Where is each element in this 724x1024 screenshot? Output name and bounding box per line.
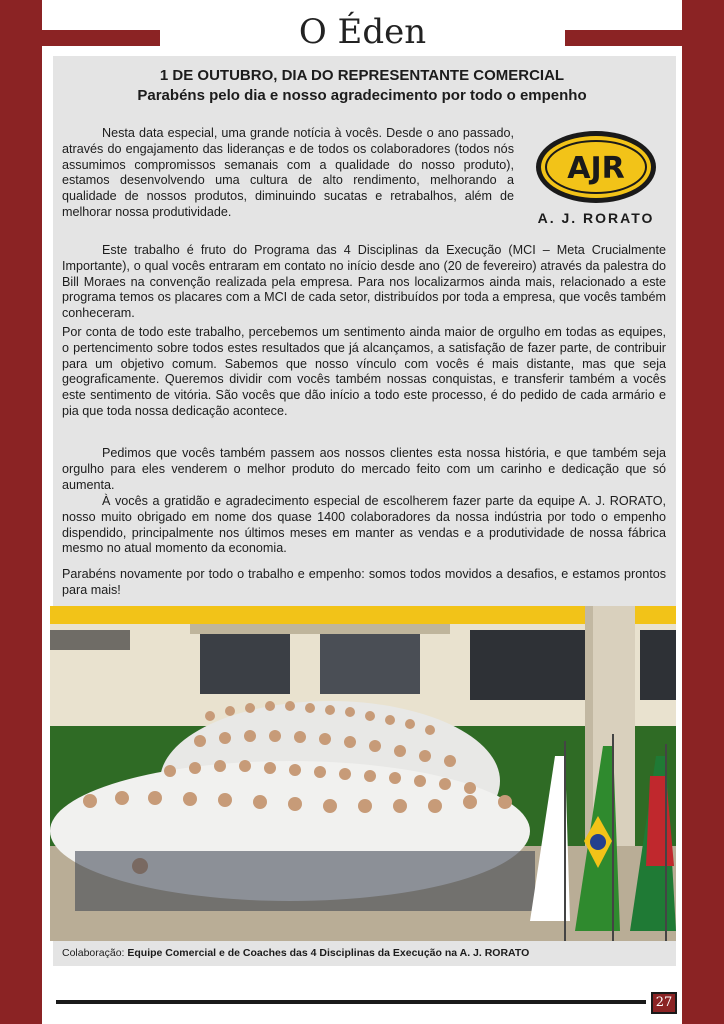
group-photo (50, 606, 676, 941)
page-number: 27 (651, 992, 677, 1014)
caption-prefix: Colaboração: (62, 947, 125, 959)
article-paragraph-2: Este trabalho é fruto do Programa das 4 Disciplinas da Execução (MCI – Meta Crucialmente Importante), o qual vocês entraram em contato no início desde ano (20 de fevereiro) através da palestra do Bill Moraes na convenção realizada pela empresa. Para nos localizarmos ainda mais, relacionado a este programa temos os placares com a MCI de cada setor, distribuídos por toda a empresa, que vocês também conheceram. (62, 243, 666, 321)
article-paragraph-5: À vocês a gratidão e agradecimento especial de escolherem fazer parte da equipe A. J. RORATO, nosso muito obrigado em nome dos quase 1400 colaboradores da nossa indústria por todo o empenho dispendido, principalmente nos últimos meses em manter as vendas e a produtividade de nossa fábrica mesmo no atual momento da economia. (62, 494, 666, 556)
logo-monogram: AJR (567, 151, 625, 186)
right-border-band (682, 0, 724, 1024)
article-paragraph-6: Parabéns novamente por todo o trabalho e empenho: somos todos movidos a desafios, e estamos prontos para mais! (62, 567, 666, 597)
logo-company-name: A. J. RORATO (537, 210, 655, 226)
logo-emblem (522, 126, 670, 210)
footer-rule (56, 1000, 646, 1004)
company-logo (522, 126, 670, 226)
article-headline: 1 DE OUTUBRO, DIA DO REPRESENTANTE COMERCIAL (159, 67, 565, 84)
left-border-band (0, 0, 42, 1024)
header-bar-left (42, 30, 160, 46)
article-paragraph-4: Pedimos que vocês também passem aos nossos clientes esta nossa história, e que também seja orgulho para eles venderem o melhor produto do mercado feito com um carinho e dedicação que só aumenta. (62, 446, 666, 492)
header-bar-right (565, 30, 682, 46)
article-headline-block (60, 66, 664, 106)
article-paragraph-1: Nesta data especial, uma grande notícia à vocês. Desde o ano passado, através do engajamento das lideranças e de todos os colaboradores (todos nós assumimos compromissos semanais com a qualidade do nosso produto), estamos desenvolvendo uma cultura de alto rendimento, melhorando a qualidade de nossos produtos, diminuindo sucatas e retrabalhos, além de melhorar nossa produtividade. (62, 126, 514, 219)
article-paragraph-3: Por conta de todo este trabalho, percebemos um sentimento ainda maior de orgulho em todas as equipes, o pertencimento sobre todos estes resultados que já alcançamos, a satisfação de fazer parte, de contribuir para um objetivo comum. Sabemos que nosso vínculo com vocês é mais distante, mas que seja geograficamente. Queremos dividir com vocês também nossas conquistas, e transferir também a vocês este sentimento de vitória. São vocês que dão início a todo este processo, é do pedido de cada armário e pia que toda nossa dedicação acontece. (62, 325, 666, 418)
article-subheadline: Parabéns pelo dia e nosso agradecimento por todo o empenho (137, 87, 587, 104)
caption-text: Equipe Comercial e de Coaches das 4 Disciplinas da Execução na A. J. RORATO (127, 947, 530, 959)
photo-caption (62, 946, 666, 960)
masthead-title: O Éden (298, 12, 427, 52)
group-photo-illustration (50, 606, 676, 941)
